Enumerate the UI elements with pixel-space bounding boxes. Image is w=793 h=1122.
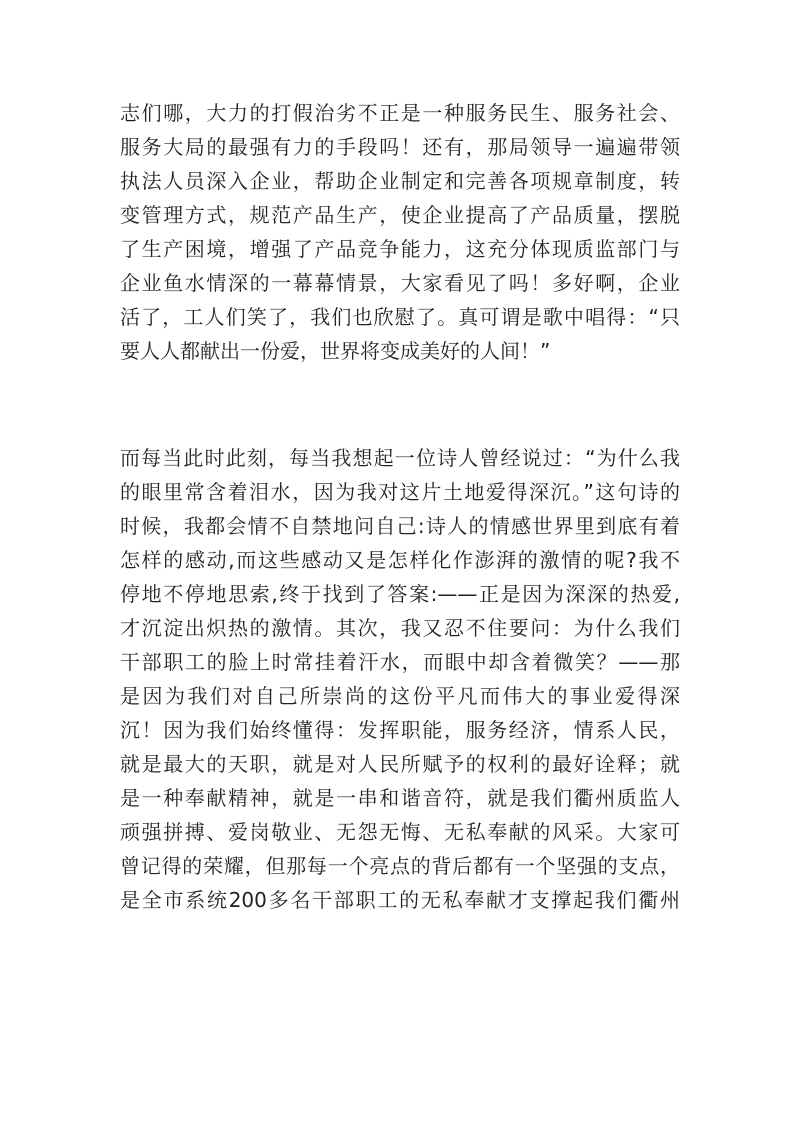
text-line: 了生产困境，增强了产品竞争能力，这充分体现质监部门与: [120, 237, 680, 261]
text-line: 志们哪，大力的打假治劣不正是一种服务民生、服务社会、: [120, 101, 680, 125]
text-line: 干部职工的脸上时常挂着汗水，而眼中却含着微笑？——那: [120, 650, 680, 674]
text-line: 才沉淀出炽热的激情。其次，我又忍不住要问：为什么我们: [120, 616, 680, 640]
text-line: 而每当此时此刻，每当我想起一位诗人曾经说过：“为什么我: [120, 446, 680, 470]
text-line: 的眼里常含着泪水，因为我对这片土地爱得深沉。”这句诗的: [120, 480, 680, 504]
paragraph-1: [120, 96, 680, 368]
text-line: 怎样的感动,而这些感动又是怎样化作澎湃的激情的呢?我不: [120, 548, 680, 572]
text-line: 活了，工人们笑了，我们也欣慰了。真可谓是歌中唱得：“只: [120, 305, 680, 329]
text-line: 顽强拼搏、爱岗敬业、无怨无悔、无私奉献的风采。大家可: [120, 820, 680, 844]
text-line: 时候，我都会情不自禁地问自己:诗人的情感世界里到底有着: [120, 514, 680, 538]
text-line: 是全市系统200多名干部职工的无私奉献才支撑起我们衢州: [120, 888, 680, 912]
text-line: 企业鱼水情深的一幕幕情景，大家看见了吗！多好啊，企业: [120, 271, 680, 295]
text-line: 服务大局的最强有力的手段吗！还有，那局领导一遍遍带领: [120, 135, 680, 159]
text-line: 执法人员深入企业，帮助企业制定和完善各项规章制度，转: [120, 169, 680, 193]
text-line: 沉！因为我们始终懂得：发挥职能，服务经济，情系人民，: [120, 718, 680, 742]
text-line: 就是最大的天职，就是对人民所赋予的权利的最好诠释；就: [120, 752, 680, 776]
text-line: 停地不停地思索,终于找到了答案:——正是因为深深的热爱,: [120, 582, 680, 606]
text-line: 变管理方式，规范产品生产，使企业提高了产品质量，摆脱: [120, 203, 680, 227]
paragraph-2: [120, 441, 680, 917]
text-line: 是一种奉献精神，就是一串和谐音符，就是我们衢州质监人: [120, 786, 680, 810]
text-line: 是因为我们对自己所崇尚的这份平凡而伟大的事业爱得深: [120, 684, 680, 708]
text-line: 曾记得的荣耀，但那每一个亮点的背后都有一个坚强的支点，: [120, 854, 680, 878]
text-line: 要人人都献出一份爱，世界将变成美好的人间！”: [120, 339, 551, 363]
